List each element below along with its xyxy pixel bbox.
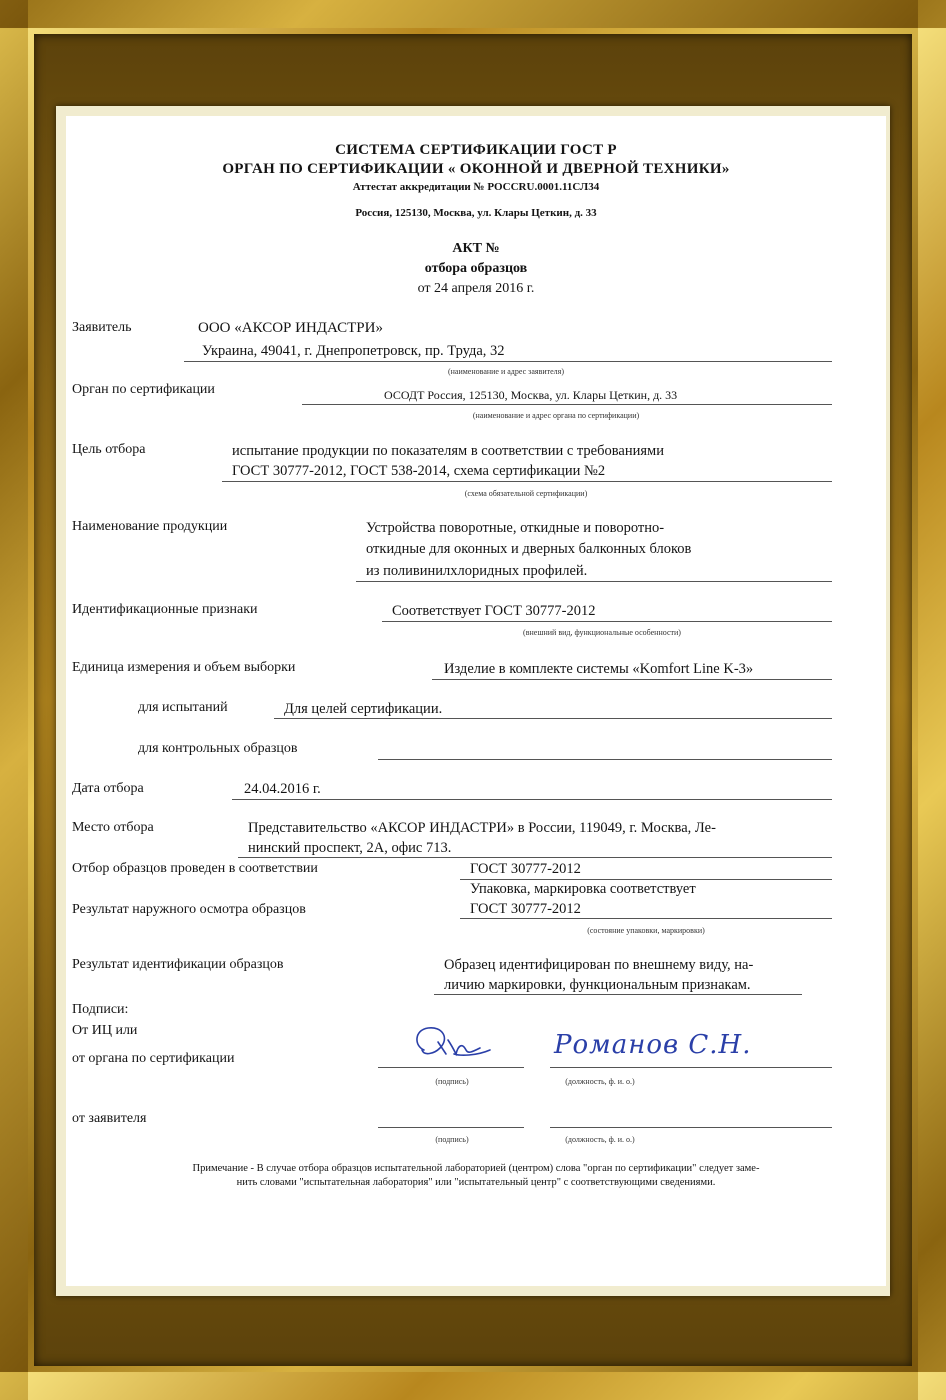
purpose-hint: (схема обязательной сертификации) bbox=[464, 489, 588, 498]
applicant-position-hint: (должность, ф. и. о.) bbox=[565, 1135, 635, 1144]
conducted-label: Отбор образцов проведен в соответствии bbox=[72, 861, 318, 876]
place-line-2: нинский проспект, 2А, офис 713. bbox=[248, 840, 452, 856]
conducted-underline bbox=[460, 879, 832, 880]
signatures-heading: Подписи: bbox=[72, 1002, 129, 1017]
applicant-signature-underline bbox=[378, 1127, 524, 1128]
footnote-line-2: нить словами "испытательная лаборатория" или "испытательный центр" с соответствующими сведениями. bbox=[236, 1177, 716, 1188]
ident-result-line-1: Образец идентифицирован по внешнему виду, на- bbox=[444, 957, 754, 973]
product-line-3: из поливинилхлоридных профилей. bbox=[366, 563, 588, 579]
product-label: Наименование продукции bbox=[72, 519, 228, 534]
unit-underline bbox=[432, 679, 832, 680]
signatures-from-ic: От ИЦ или bbox=[72, 1023, 138, 1038]
body-signature-hint: (подпись) bbox=[435, 1077, 469, 1086]
header-accreditation: Аттестат аккредитации № РОССRU.0001.11СЛ34 bbox=[352, 181, 600, 193]
handwritten-name: Романов С.Н. bbox=[554, 1030, 752, 1060]
purpose-line-1: испытание продукции по показателям в соответствии с требованиями bbox=[232, 443, 664, 459]
signatures-from-body: от органа по сертификации bbox=[72, 1051, 235, 1066]
control-samples-underline bbox=[378, 759, 832, 760]
certificate-document bbox=[66, 116, 886, 1286]
place-line-1: Представительство «АКСОР ИНДАСТРИ» в России, 119049, г. Москва, Ле- bbox=[248, 820, 716, 836]
purpose-label: Цель отбора bbox=[72, 442, 146, 457]
header-address: Россия, 125130, Москва, ул. Клары Цеткин, д. 33 bbox=[355, 207, 597, 219]
place-underline bbox=[238, 857, 832, 858]
place-label: Место отбора bbox=[72, 820, 154, 835]
sampling-date-label: Дата отбора bbox=[72, 781, 144, 796]
tests-underline bbox=[274, 718, 832, 719]
inspect-line-2: ГОСТ 30777-2012 bbox=[470, 901, 581, 917]
ident-result-line-2: личию маркировки, функциональным признакам. bbox=[444, 977, 751, 993]
act-title: АКТ № bbox=[452, 241, 500, 256]
unit-label: Единица измерения и объем выборки bbox=[72, 660, 296, 675]
handwritten-signature bbox=[410, 1020, 500, 1066]
body-signature-underline bbox=[378, 1067, 524, 1068]
product-line-1: Устройства поворотные, откидные и поворотно- bbox=[366, 520, 665, 536]
applicant-label: Заявитель bbox=[72, 320, 132, 335]
product-line-2: откидные для оконных и дверных балконных блоков bbox=[366, 541, 692, 557]
cert-body-hint: (наименование и адрес органа по сертификации) bbox=[472, 411, 640, 420]
control-samples-label: для контрольных образцов bbox=[138, 741, 298, 756]
conducted-value: ГОСТ 30777-2012 bbox=[470, 861, 581, 877]
ident-value: Соответствует ГОСТ 30777-2012 bbox=[392, 603, 596, 619]
body-position-underline bbox=[550, 1067, 832, 1068]
act-subtitle: отбора образцов bbox=[424, 261, 528, 276]
inspect-underline bbox=[460, 918, 832, 919]
header-body-title: ОРГАН ПО СЕРТИФИКАЦИИ « ОКОННОЙ И ДВЕРНОЙ ТЕХНИКИ» bbox=[222, 161, 730, 177]
body-position-hint: (должность, ф. и. о.) bbox=[565, 1077, 635, 1086]
act-date: от 24 апреля 2016 г. bbox=[417, 281, 535, 296]
signatures-from-applicant: от заявителя bbox=[72, 1111, 147, 1126]
applicant-signature-hint: (подпись) bbox=[435, 1135, 469, 1144]
cert-body-underline bbox=[302, 404, 832, 405]
unit-value: Изделие в комплекте системы «Komfort Line K-3» bbox=[444, 661, 754, 677]
ident-hint: (внешний вид, функциональные особенности) bbox=[523, 628, 681, 637]
cert-body-label: Орган по сертификации bbox=[72, 382, 215, 397]
ident-underline bbox=[382, 621, 832, 622]
purpose-underline bbox=[222, 481, 832, 482]
ident-result-label: Результат идентификации образцов bbox=[72, 957, 284, 972]
applicant-address: Украина, 49041, г. Днепропетровск, пр. Труда, 32 bbox=[202, 343, 505, 359]
tests-value: Для целей сертификации. bbox=[284, 701, 443, 717]
applicant-position-underline bbox=[550, 1127, 832, 1128]
footnote-line-1: Примечание - В случае отбора образцов испытательной лабораторией (центром) слова "орган по сертификации" следует заме- bbox=[192, 1163, 760, 1174]
tests-label: для испытаний bbox=[138, 700, 228, 715]
purpose-line-2: ГОСТ 30777-2012, ГОСТ 538-2014, схема сертификации №2 bbox=[232, 463, 606, 479]
sampling-date-value: 24.04.2016 г. bbox=[244, 781, 321, 797]
inspect-line-1: Упаковка, маркировка соответствует bbox=[470, 881, 696, 897]
ident-label: Идентификационные признаки bbox=[72, 602, 258, 617]
applicant-underline bbox=[184, 361, 832, 362]
applicant-hint: (наименование и адрес заявителя) bbox=[447, 367, 565, 376]
applicant-name: ООО «АКСОР ИНДАСТРИ» bbox=[198, 320, 383, 336]
ident-result-underline bbox=[434, 994, 802, 995]
cert-body-value: ОСОДТ Россия, 125130, Москва, ул. Клары Цеткин, д. 33 bbox=[384, 388, 678, 402]
inspect-label: Результат наружного осмотра образцов bbox=[72, 902, 306, 917]
header-system-title: СИСТЕМА СЕРТИФИКАЦИИ ГОСТ Р bbox=[335, 142, 617, 158]
inspect-hint: (состояние упаковки, маркировки) bbox=[587, 926, 705, 935]
product-underline bbox=[356, 581, 832, 582]
sampling-date-underline bbox=[232, 799, 832, 800]
